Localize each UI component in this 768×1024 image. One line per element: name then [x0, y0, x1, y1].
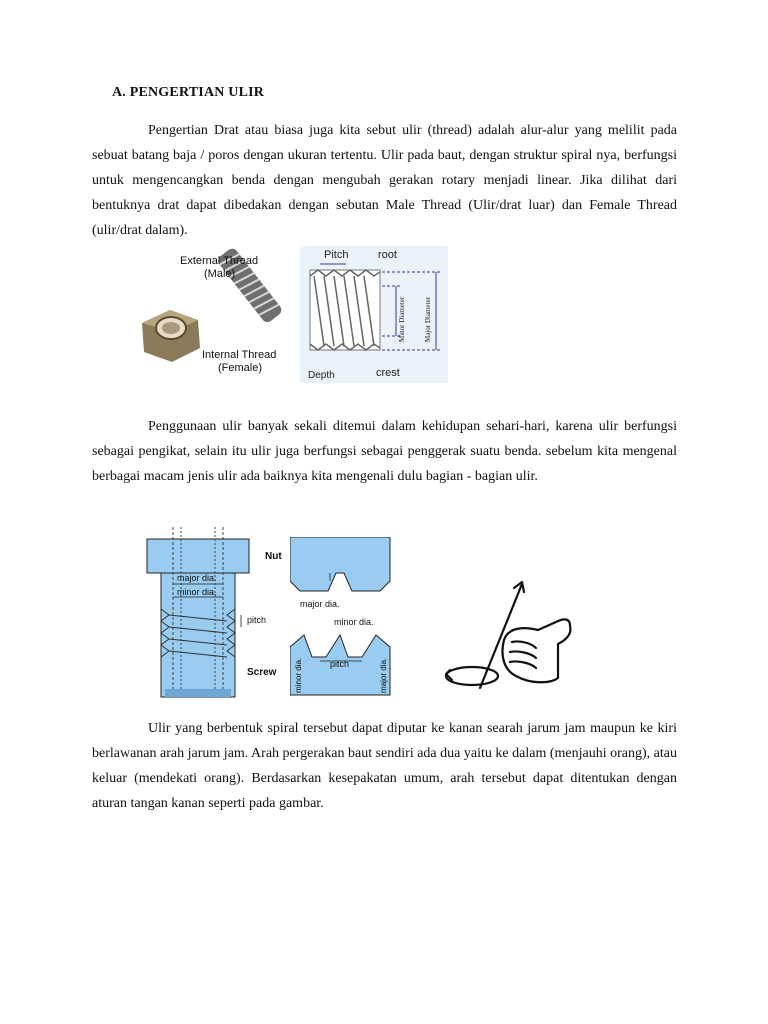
figure-thread-photo — [130, 248, 286, 383]
paragraph-definition: Pengertian Drat atau biasa juga kita sebut ulir (thread) adalah alur-alur yang melilit pada sebuat batang baja / poros dengan ukuran tertentu. Ulir pada baut, dengan struktur spiral nya, berfungsi untuk mengencangkan benda dengan mengubah gerakan rotary menjadi linear. Jika dilihat dari bentuknya drat dapat dibedakan dengan sebutan Male Thread (Ulir/drat luar) dan Female Thread (ulir/drat dalam). — [92, 123, 677, 238]
minor-dia-label: minor dia. — [177, 587, 217, 597]
pitch-label-screw: pitch — [247, 615, 267, 625]
paragraph-direction: Ulir yang berbentuk spiral tersebut dapat diputar ke kanan searah jarum jam maupun ke kiri berlawanan arah jarum jam. Arah pergerakan baut sendiri ada dua yaitu ke dalam (menjauhi orang), atau keluar (mendekati orang). Berdasarkan kesepakatan umum, arah tersebut dapat ditentukan dengan aturan tangan kanan seperti pada gambar. — [92, 721, 677, 811]
internal-female-label: (Female) — [218, 362, 263, 374]
minor-diameter-label: Minor Diameter — [398, 296, 406, 342]
external-thread-label: External Thread — [180, 255, 259, 267]
profile-minor-dia-label: minor dia. — [334, 617, 374, 627]
root-label: root — [378, 249, 397, 261]
paragraph-usage: Penggunaan ulir banyak sekali ditemui dalam kehidupan sehari-hari, karena ulir berfungsi sebagai pengikat, selain itu ulir juga berfungsi sebagai penggerak suatu benda. sebelum kita mengenal berbagai macam jenis ulir ada baiknya kita mengenali dulu bagian - bagian ulir. — [92, 419, 677, 484]
major-dia-label: major dia. — [177, 573, 217, 583]
figure-thread-profile — [290, 537, 394, 699]
profile-major-dia-vertical: major dia. — [379, 657, 388, 693]
crest-label: crest — [376, 367, 400, 379]
profile-major-dia-label: major dia. — [300, 599, 340, 609]
nut-label: Nut — [265, 551, 282, 562]
screw-label: Screw — [247, 667, 277, 678]
major-diameter-label: Major Diameter — [424, 297, 432, 342]
section-heading: A. PENGERTIAN ULIR — [112, 85, 265, 100]
external-male-label: (Male) — [204, 268, 236, 280]
pitch-label: Pitch — [324, 249, 349, 261]
depth-label: Depth — [308, 370, 335, 381]
figure-right-hand-rule — [440, 578, 585, 693]
profile-minor-dia-vertical: minor dia. — [294, 657, 303, 693]
figure-nut-screw — [143, 527, 285, 699]
profile-pitch-label: pitch — [330, 659, 350, 669]
figure-thread-terms — [300, 246, 448, 383]
internal-thread-label: Internal Thread — [202, 349, 277, 361]
